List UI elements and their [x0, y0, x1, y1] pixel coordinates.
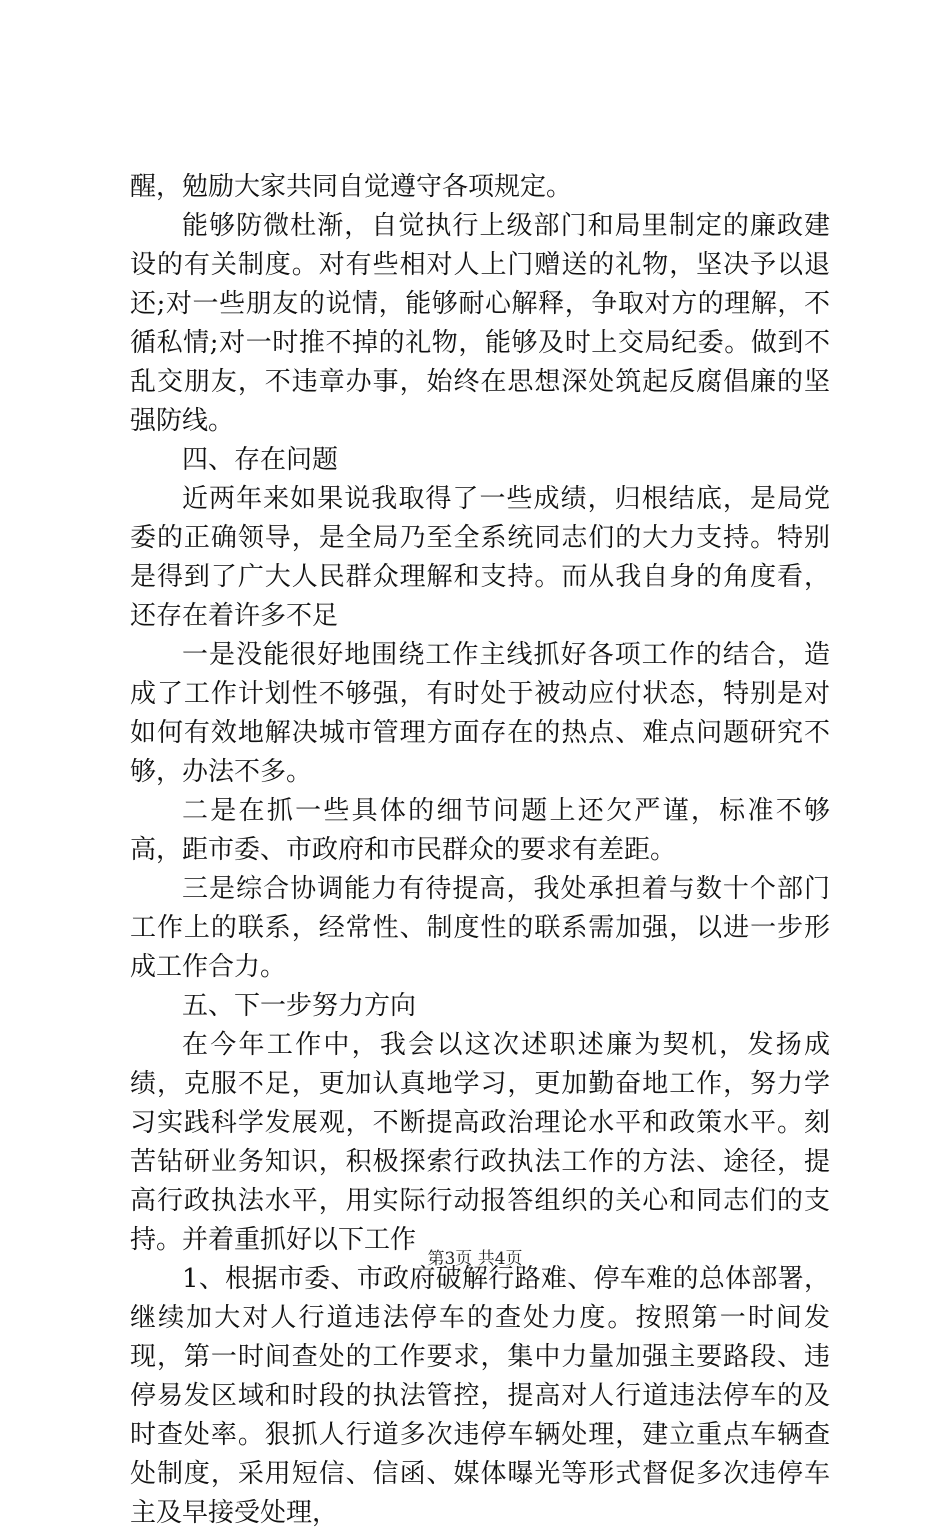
paragraph-problem-two: 二是在抓一些具体的细节问题上还欠严谨，标准不够高，距市委、市政府和市民群众的要求有差距。 [130, 796, 830, 865]
paragraph-problem-three: 三是综合协调能力有待提高，我处承担着与数十个部门工作上的联系，经常性、制度性的联系需加强，以进一步形成工作合力。 [130, 874, 830, 982]
section-heading-direction: 五、下一步努力方向 [182, 991, 417, 1021]
document-body [130, 168, 830, 1533]
paragraph-problems-intro: 近两年来如果说我取得了一些成绩，归根结底，是局党委的正确领导，是全局乃至全系统同志们的大力支持。特别是得到了广大人民群众理解和支持。而从我自身的角度看，还存在着许多不足 [130, 484, 830, 631]
section-heading-problems: 四、存在问题 [182, 445, 339, 475]
paragraph-problem-one: 一是没能很好地围绕工作主线抓好各项工作的结合，造成了工作计划性不够强，有时处于被动应付状态，特别是对如何有效地解决城市管理方面存在的热点、难点问题研究不够，办法不多。 [130, 640, 830, 787]
paragraph-item-one: 1、根据市委、市政府破解行路难、停车难的总体部署，继续加大对人行道违法停车的查处力度。按照第一时间发现，第一时间查处的工作要求，集中力量加强主要路段、违停易发区域和时段的执法管控，提高对人行道违法停车的及时查处率。狠抓人行道多次违停车辆处理，建立重点车辆查处制度，采用短信、信函、媒体曝光等形式督促多次违停车主及早接受处理， [130, 1264, 830, 1528]
page-footer: 第3页 共4页 [427, 1249, 523, 1269]
paragraph-continuation: 醒，勉励大家共同自觉遵守各项规定。 [130, 172, 573, 202]
paragraph-integrity: 能够防微杜渐，自觉执行上级部门和局里制定的廉政建设的有关制度。对有些相对人上门赠送的礼物，坚决予以退还;对一些朋友的说情，能够耐心解释，争取对方的理解，不循私情;对一时推不掉的礼物，能够及时上交局纪委。做到不乱交朋友，不违章办事，始终在思想深处筑起反腐倡廉的坚强防线。 [130, 211, 830, 436]
paragraph-direction-intro: 在今年工作中，我会以这次述职述廉为契机，发扬成绩，克服不足，更加认真地学习，更加勤奋地工作，努力学习实践科学发展观，不断提高政治理论水平和政策水平。刻苦钻研业务知识，积极探索行政执法工作的方法、途径，提高行政执法水平，用实际行动报答组织的关心和同志们的支持。并着重抓好以下工作 [130, 1030, 830, 1255]
